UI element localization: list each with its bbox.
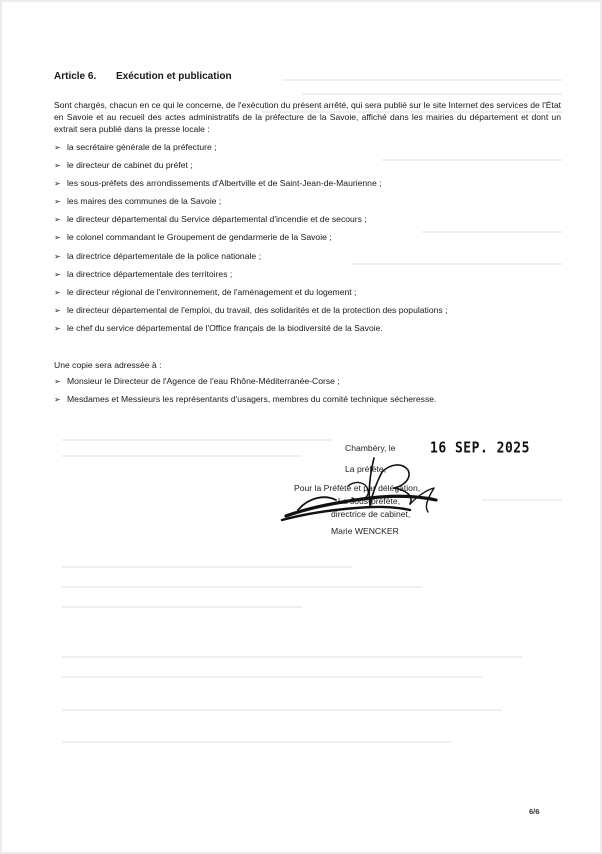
list-item: ➢ les sous-préfets des arrondissements d'Albertville et de Saint-Jean-de-Maurienne ; — [54, 178, 382, 189]
document-page — [2, 2, 600, 852]
arrow-bullet-icon: ➢ — [54, 323, 61, 333]
signatory-name: Marie WENCKER — [331, 526, 399, 536]
arrow-bullet-icon: ➢ — [54, 287, 61, 297]
arrow-bullet-icon: ➢ — [54, 161, 61, 171]
arrow-bullet-icon: ➢ — [54, 395, 61, 405]
arrow-bullet-icon: ➢ — [54, 269, 61, 279]
signature-role-1: La sous-préfète, — [338, 496, 401, 506]
list-item: ➢ le directeur départemental du Service départemental d'incendie et de secours ; — [54, 214, 367, 225]
arrow-bullet-icon: ➢ — [54, 377, 61, 386]
list-item: ➢ Mesdames et Messieurs les représentants d'usagers, membres du comité technique sécheresse. — [54, 394, 437, 405]
arrow-bullet-icon: ➢ — [54, 305, 61, 315]
article-title: Exécution et publication — [116, 71, 232, 82]
signature-place: Chambéry, le — [345, 443, 396, 453]
list-item: ➢ le colonel commandant le Groupement de gendarmerie de la Savoie ; — [54, 232, 332, 243]
responsables-list — [54, 142, 561, 341]
arrow-bullet-icon: ➢ — [54, 233, 61, 243]
list-item: ➢ le directeur départemental de l'emploi, du travail, des solidarités et de la protection des populations ; — [54, 304, 448, 315]
signature-role-2: directrice de cabinet, — [331, 509, 411, 519]
list-item: ➢ la directrice départementale de la police nationale ; — [54, 250, 261, 261]
list-item: ➢ le chef du service départemental de l'Office français de la biodiversité de la Savoie. — [54, 322, 383, 333]
signature-authority: La préfète, — [345, 464, 387, 474]
list-item: ➢ le directeur de cabinet du préfet ; — [54, 160, 193, 171]
copy-intro: Une copie sera adressée à : — [54, 360, 162, 370]
signature-delegation: Pour la Préfète et par délégation, — [294, 483, 421, 493]
list-item: ➢ les maires des communes de la Savoie ; — [54, 196, 222, 207]
page-number: 6/6 — [529, 807, 540, 816]
date-stamp: 16 SEP. 2025 — [430, 440, 530, 458]
arrow-bullet-icon: ➢ — [54, 251, 61, 261]
arrow-bullet-icon: ➢ — [54, 143, 61, 152]
intro-paragraph: Sont chargés, chacun en ce qui le concerne, de l'exécution du présent arrêté, qui sera publié sur le site Internet des services de l'État en Savoie et au recueil des actes administratifs de la préfecture de la Savoie, affiché dans les mairies du département et dont un extrait sera publié dans la presse locale : — [54, 100, 561, 135]
handwritten-signature — [278, 450, 448, 530]
article-number: Article 6. — [54, 71, 97, 82]
list-item: ➢ la directrice départementale des territoires ; — [54, 268, 233, 279]
arrow-bullet-icon: ➢ — [54, 179, 61, 189]
article-heading — [54, 71, 232, 82]
list-item: ➢ le directeur régional de l'environnement, de l'aménagement et du logement ; — [54, 286, 357, 297]
arrow-bullet-icon: ➢ — [54, 215, 61, 225]
list-item: ➢ la secrétaire générale de la préfecture ; — [54, 142, 217, 152]
copies-list — [54, 376, 561, 412]
arrow-bullet-icon: ➢ — [54, 197, 61, 207]
list-item: ➢ Monsieur le Directeur de l'Agence de l'eau Rhône-Méditerranée-Corse ; — [54, 376, 340, 386]
